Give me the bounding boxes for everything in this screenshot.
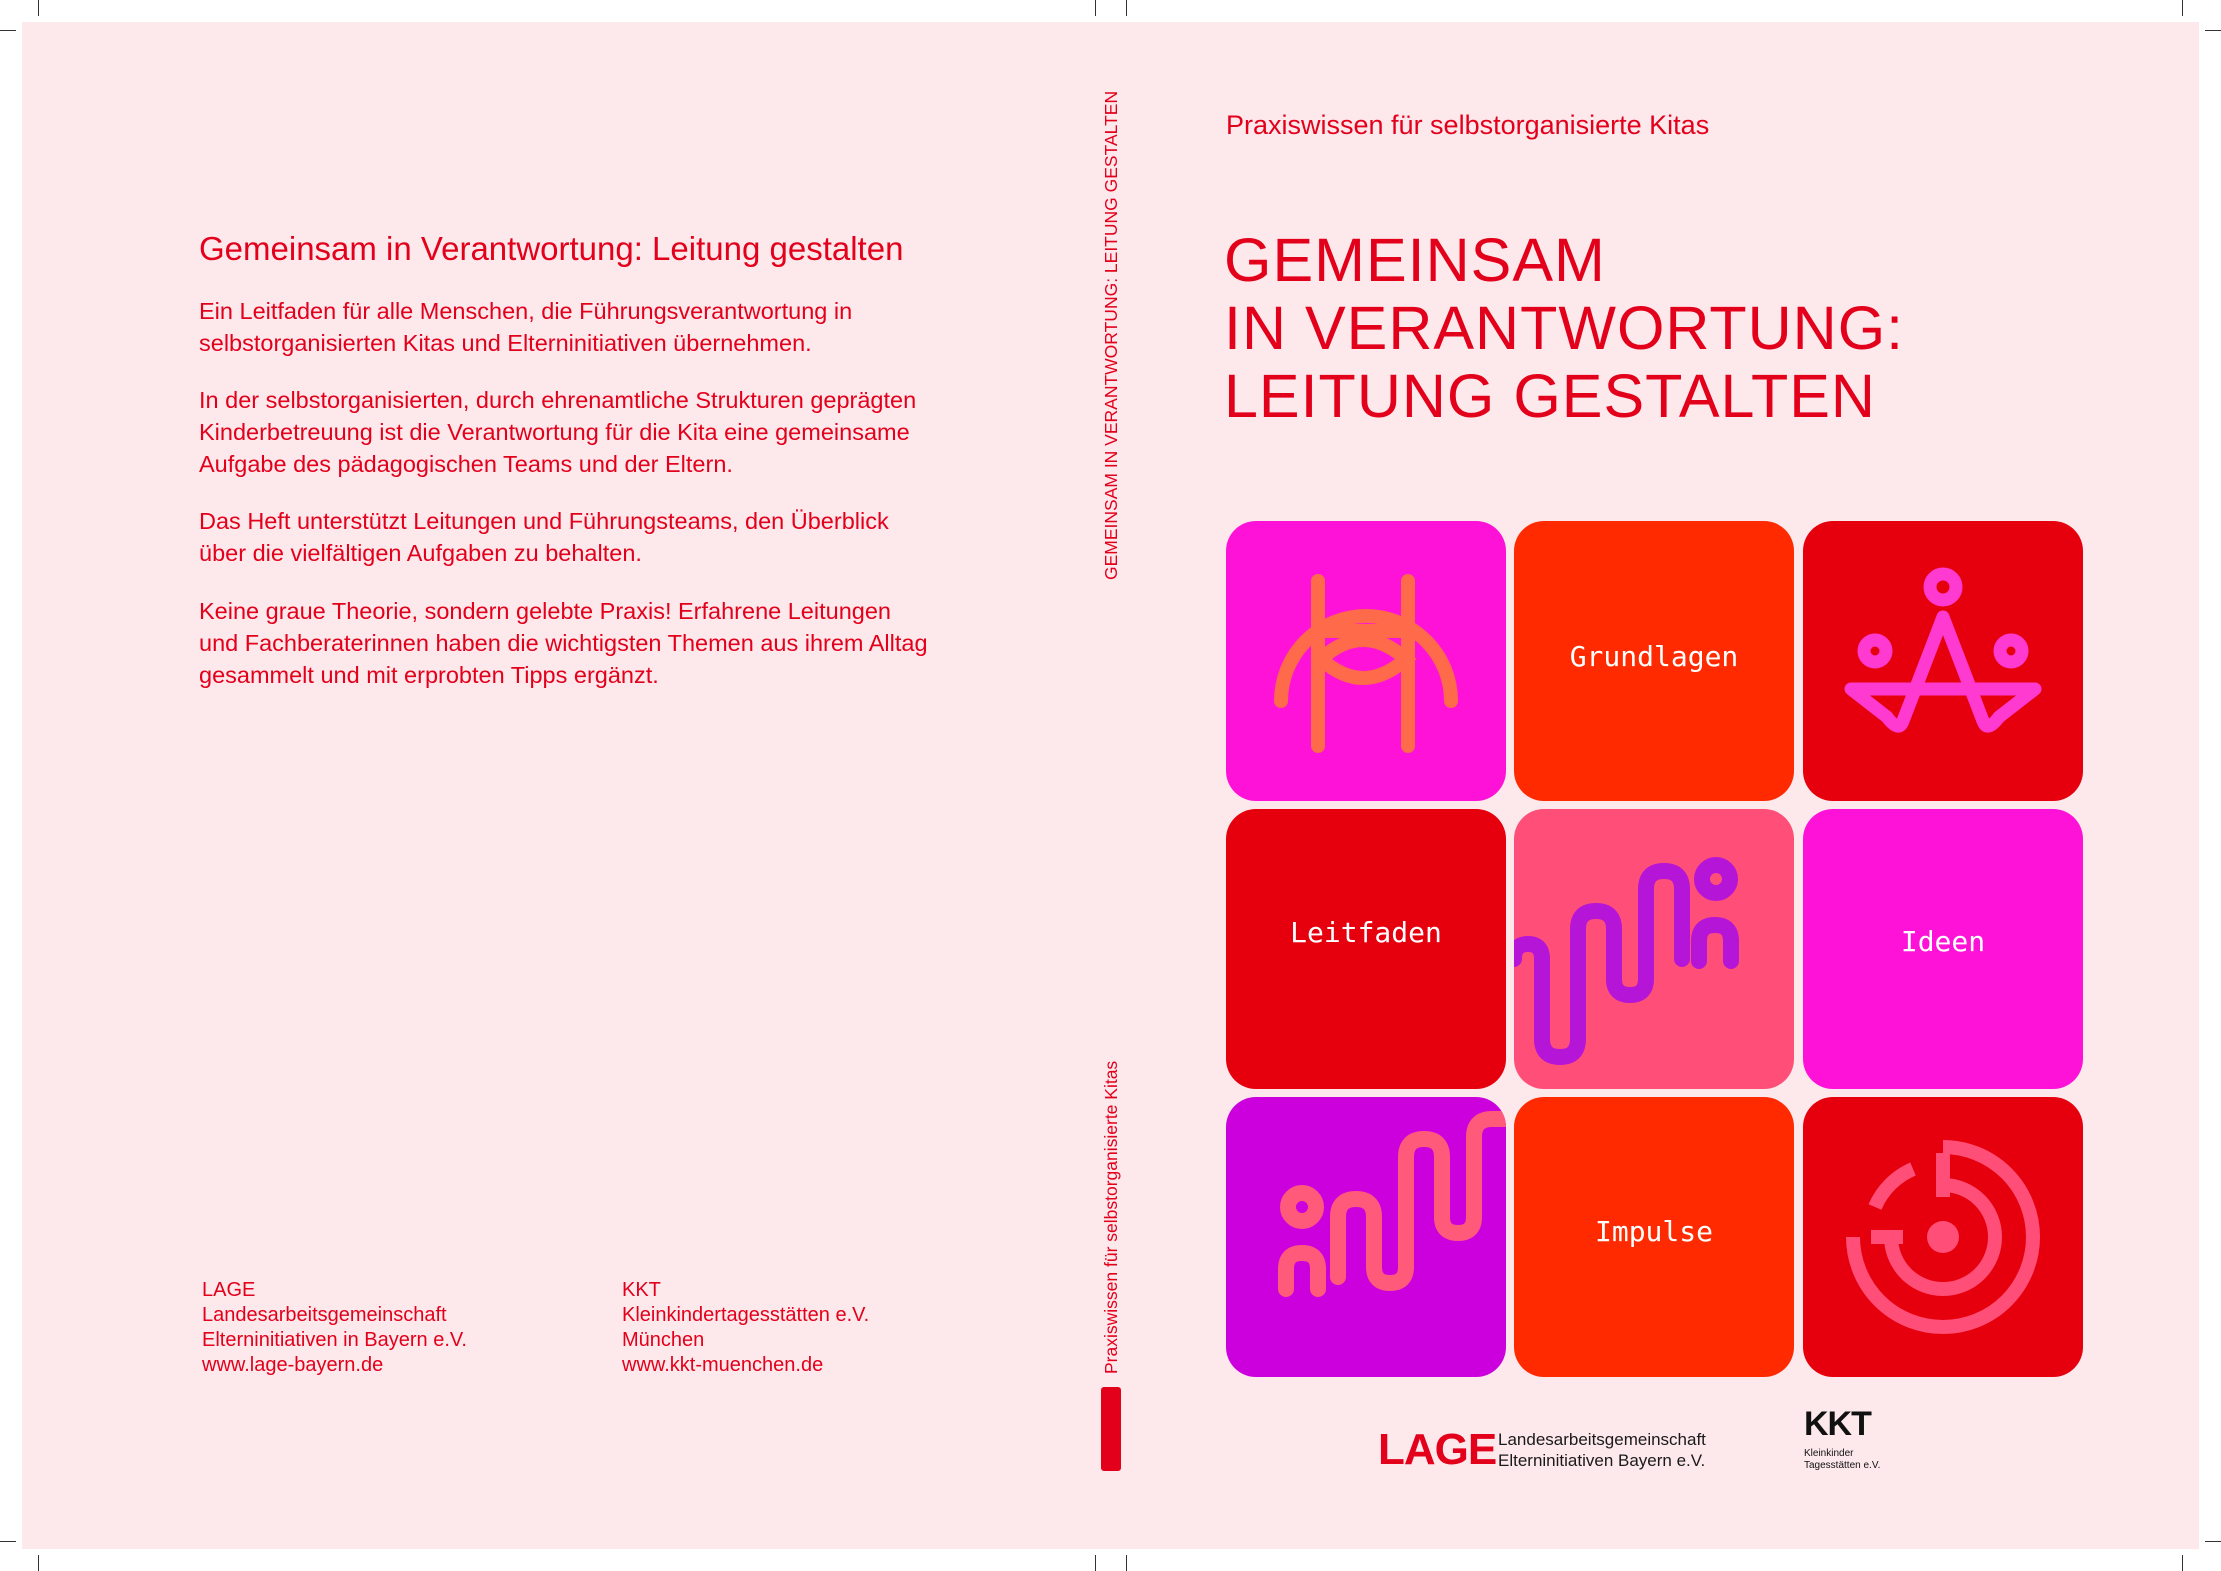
back-paragraph: Keine graue Theorie, sondern gelebte Praxis! Erfahrene Leitungen und Fachberaterinnen haben die wichtigsten Themen aus ihrem Alltag gesammelt und mit erprobten Tipps ergänzt. [199, 598, 928, 688]
address-block-kkt [622, 1278, 869, 1378]
tile-wave-person [1514, 809, 1794, 1089]
tile-label: Grundlagen [1569, 640, 1739, 673]
title-line: LEITUNG GESTALTEN [1224, 362, 1876, 430]
crop-mark [1095, 1555, 1096, 1571]
front-cover-title [1224, 226, 1904, 430]
target-icon [1803, 1097, 2083, 1377]
crop-mark [0, 1541, 16, 1542]
wave-person-icon [1226, 1097, 1506, 1377]
logo-line: Kleinkinder [1804, 1448, 1854, 1459]
tile-label: Ideen [1900, 925, 1986, 958]
people-triangle-icon [1803, 521, 2083, 801]
tile-eye-arches [1226, 521, 1506, 801]
crop-mark [38, 0, 39, 16]
crop-mark [1126, 0, 1127, 16]
tile-leitfaden [1226, 809, 1506, 1089]
address-line: KKT [622, 1279, 661, 1301]
tile-grundlagen [1514, 521, 1794, 801]
logo-line: Tagesstätten e.V. [1804, 1460, 1881, 1471]
title-line: GEMEINSAM [1224, 226, 1606, 294]
series-label: Praxiswissen für selbstorganisierte Kitas [1226, 110, 1710, 140]
title-line: IN VERANTWORTUNG: [1224, 294, 1905, 362]
tile-label: Leitfaden [1290, 916, 1442, 949]
address-line: LAGE [202, 1279, 256, 1301]
address-line: Elterninitiativen in Bayern e.V. [202, 1329, 467, 1351]
wave-person-icon [1514, 809, 1794, 1089]
address-line: München [622, 1329, 705, 1351]
logo-line: Landesarbeitsgemeinschaft [1498, 1430, 1706, 1449]
crop-mark [38, 1555, 39, 1571]
back-cover-title: Gemeinsam in Verantwortung: Leitung gestalten [199, 230, 904, 267]
crop-mark [1095, 0, 1096, 16]
kkt-mark: KKT [1804, 1405, 1871, 1443]
spine-bar [1101, 1387, 1121, 1471]
back-paragraph: In der selbstorganisierten, durch ehrenamtliche Strukturen geprägten Kinderbetreuung ist die Verantwortung für die Kita eine gemeinsame Aufgabe des pädagogischen Teams und der Eltern. [199, 387, 917, 477]
tile-wave-person-2 [1226, 1097, 1506, 1377]
lage-logo [1378, 1424, 1723, 1476]
kkt-logo [1804, 1406, 1924, 1476]
tile-label: Impulse [1594, 1215, 1713, 1248]
crop-mark [2205, 1541, 2221, 1542]
address-line: Landesarbeitsgemeinschaft [202, 1304, 447, 1326]
crop-mark [2205, 30, 2221, 31]
crop-mark [0, 30, 16, 31]
tile-impulse [1514, 1097, 1794, 1377]
back-paragraph: Ein Leitfaden für alle Menschen, die Führungsverantwortung in selbstorganisierten Kitas und Elterninitiativen übernehmen. [199, 298, 853, 356]
crop-mark [2182, 1555, 2183, 1571]
tile-ideen [1803, 809, 2083, 1089]
lage-mark: LAGE [1378, 1425, 1497, 1474]
tile-people-triangle [1803, 521, 2083, 801]
crop-mark [1126, 1555, 1127, 1571]
address-line: Kleinkindertagesstätten e.V. [622, 1304, 870, 1326]
kkt-logo-text [1804, 1448, 1880, 1472]
logo-line: Elterninitiativen Bayern e.V. [1498, 1451, 1706, 1470]
eye-arches-icon [1226, 521, 1506, 801]
address-url[interactable]: www.lage-bayern.de [202, 1354, 384, 1376]
tile-target [1803, 1097, 2083, 1377]
crop-mark [2182, 0, 2183, 16]
lage-logo-text [1498, 1429, 1706, 1471]
address-url[interactable]: www.kkt-muenchen.de [622, 1354, 824, 1376]
spine-series: Praxiswissen für selbstorganisierte Kitas [1101, 1060, 1121, 1374]
address-block-lage [202, 1278, 467, 1378]
spine-title: GEMEINSAM IN VERANTWORTUNG: LEITUNG GESTALTEN [1101, 90, 1121, 580]
back-paragraph: Das Heft unterstützt Leitungen und Führungsteams, den Überblick über die vielfältigen Aufgaben zu behalten. [199, 508, 889, 566]
